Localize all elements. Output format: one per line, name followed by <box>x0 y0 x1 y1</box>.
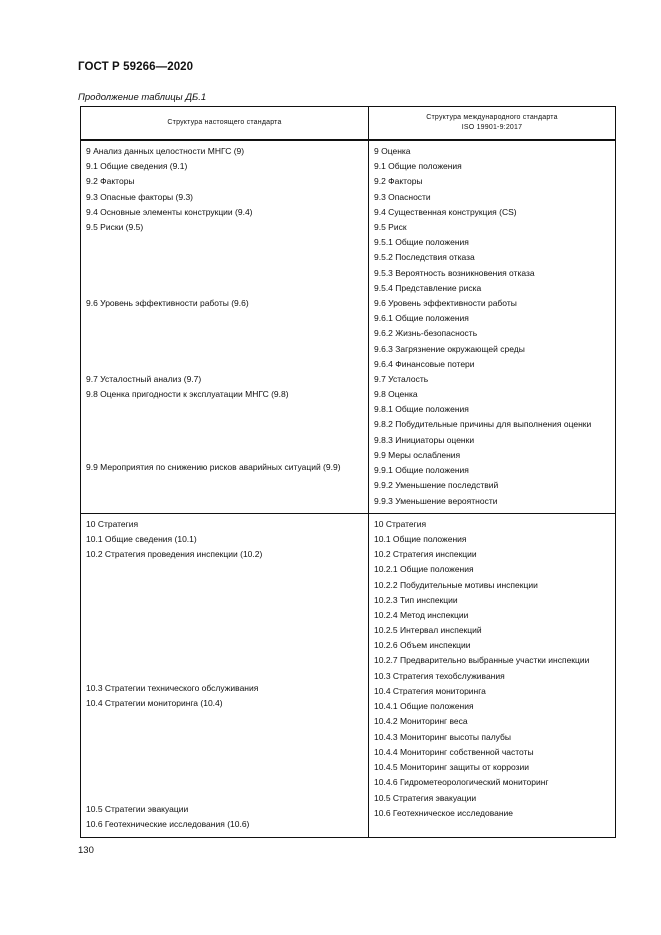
right-item: 9.2 Факторы <box>374 176 423 187</box>
right-item: 10.1 Общие положения <box>374 534 467 545</box>
right-item: 10.4.5 Мониторинг защиты от коррозии <box>374 762 530 773</box>
right-item: 10.4.3 Мониторинг высоты палубы <box>374 731 511 742</box>
left-item: 10.6 Геотехнические исследования (10.6) <box>86 819 250 830</box>
right-item: 9.6.3 Загрязнение окружающей среды <box>374 343 525 354</box>
right-item: 10.4 Стратегия мониторинга <box>374 686 486 697</box>
left-item: 10 Стратегия <box>86 518 139 529</box>
right-item: 9.5.4 Представление риска <box>374 282 482 293</box>
right-item: 9.9.2 Уменьшение последствий <box>374 480 499 491</box>
right-item: 9.5.1 Общие положения <box>374 237 469 248</box>
left-item: 10.2 Стратегия проведения инспекции (10.2) <box>86 549 263 560</box>
right-item: 10.4.6 Гидрометеорологический мониторинг <box>374 777 549 788</box>
right-item: 10.2.7 Предварительно выбранные участки инспекции <box>374 655 590 666</box>
right-item: 9.8.3 Инициаторы оценки <box>374 434 475 445</box>
right-item: 9 Оценка <box>374 146 411 156</box>
column-header-line: ISO 19901-9:2017 <box>461 124 523 131</box>
right-item: 10.3 Стратегия техобслуживания <box>374 670 505 681</box>
left-item: 9.9 Мероприятия по снижению рисков аварийных ситуаций (9.9) <box>86 461 341 472</box>
right-item: 10.6 Геотехническое исследование <box>374 807 514 818</box>
right-item: 10.4.4 Мониторинг собственной частоты <box>374 746 534 757</box>
left-item: 10.5 Стратегии эвакуации <box>86 804 189 815</box>
left-item: 10.1 Общие сведения (10.1) <box>86 534 197 545</box>
section-9-row <box>81 140 616 513</box>
left-item: 10.3 Стратегии технического обслуживания <box>86 682 259 693</box>
table-header-row <box>81 107 616 141</box>
right-item: 9.6.2 Жизнь-безопасность <box>374 328 478 339</box>
right-item: 9.8 Оценка <box>374 389 418 400</box>
left-item: 9.6 Уровень эффективности работы (9.6) <box>86 297 249 308</box>
right-item: 9.9 Меры ослабления <box>374 450 461 461</box>
right-item: 9.4 Существенная конструкция (CS) <box>374 206 517 217</box>
column-header-current-standard: Структура настоящего стандарта <box>81 107 369 141</box>
right-item: 10.2.2 Побудительные мотивы инспекции <box>374 579 538 590</box>
left-item: 10.4 Стратегии мониторинга (10.4) <box>86 697 223 708</box>
right-item: 10 Стратегия <box>374 518 427 529</box>
left-item: 9.7 Усталостный анализ (9.7) <box>86 373 202 384</box>
left-item: 9.5 Риски (9.5) <box>86 222 144 233</box>
right-item: 10.4.2 Мониторинг веса <box>374 716 468 727</box>
right-item: 9.6.4 Финансовые потери <box>374 358 475 369</box>
section-9-current-cell <box>81 140 369 513</box>
left-item: 9.8 Оценка пригодности к эксплуатации МНГС (9.8) <box>86 389 289 400</box>
column-header-international-standard <box>369 107 616 141</box>
right-item: 9.9.3 Уменьшение вероятности <box>374 495 498 506</box>
section-10-row <box>81 513 616 837</box>
right-item: 10.2 Стратегия инспекции <box>374 549 477 560</box>
right-item: 10.4.1 Общие положения <box>374 701 474 712</box>
right-item: 9.5.2 Последствия отказа <box>374 252 475 263</box>
document-title: ГОСТ Р 59266—2020 <box>78 61 194 73</box>
page-number: 130 <box>78 845 94 856</box>
section-9-international-cell <box>369 140 616 513</box>
left-item: 9.1 Общие сведения (9.1) <box>86 161 188 172</box>
left-item: 9.2 Факторы <box>86 176 135 187</box>
right-item: 9.5.3 Вероятность возникновения отказа <box>374 267 535 278</box>
column-header-line: Структура международного стандарта <box>426 114 558 121</box>
left-item: 9.3 Опасные факторы (9.3) <box>86 191 193 202</box>
right-item: 9.5 Риск <box>374 222 407 233</box>
right-item: 9.8.2 Побудительные причины для выполнения оценки <box>374 419 592 430</box>
right-item: 9.6 Уровень эффективности работы <box>374 298 517 309</box>
right-item: 10.2.5 Интервал инспекций <box>374 625 482 636</box>
section-10-current-cell <box>81 513 369 837</box>
table-caption: Продолжение таблицы ДБ.1 <box>78 92 207 103</box>
right-item: 10.2.6 Объем инспекции <box>374 640 471 651</box>
correspondence-table <box>80 106 616 838</box>
right-item: 10.2.4 Метод инспекции <box>374 610 469 621</box>
right-item: 9.1 Общие положения <box>374 161 462 172</box>
right-item: 10.2.1 Общие положения <box>374 564 474 575</box>
right-item: 9.3 Опасности <box>374 191 431 202</box>
right-item: 9.8.1 Общие положения <box>374 404 469 415</box>
right-item: 10.5 Стратегия эвакуации <box>374 792 477 803</box>
left-item: 9.4 Основные элементы конструкции (9.4) <box>86 206 253 217</box>
section-10-international-cell <box>369 513 616 837</box>
right-item: 10.2.3 Тип инспекции <box>374 594 458 605</box>
right-item: 9.6.1 Общие положения <box>374 313 469 324</box>
left-item: 9 Анализ данных целостности МНГС (9) <box>86 146 245 156</box>
right-item: 9.7 Усталость <box>374 374 429 385</box>
right-item: 9.9.1 Общие положения <box>374 465 469 476</box>
